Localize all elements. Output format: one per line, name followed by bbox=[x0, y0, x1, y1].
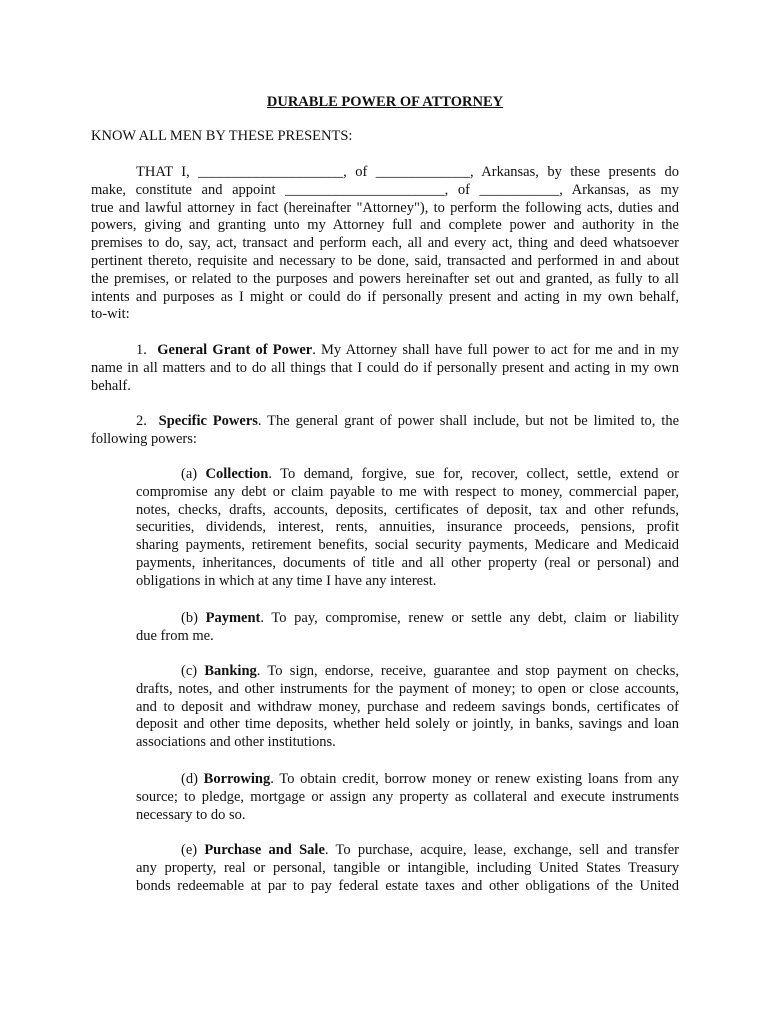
subsection-a-line: securities, dividends, interest, rents, annuities, insurance proceeds, pensions, profit bbox=[136, 519, 679, 536]
subsection-a-line: payments, inheritances, documents of title and all other property (real or personal) and bbox=[136, 554, 679, 571]
section-1-paragraph bbox=[91, 342, 679, 395]
subsection-b-first-line bbox=[136, 610, 679, 628]
document-title: DURABLE POWER OF ATTORNEY bbox=[266, 94, 504, 110]
section-2-number: 2. bbox=[136, 413, 147, 429]
subsection-c-line: deposit and other time deposits, whether held solely or jointly, in banks, savings and loan bbox=[136, 716, 679, 733]
subsection-d-first-line bbox=[136, 771, 679, 789]
section-1-text: . My Attorney shall have full power to act for me and in my bbox=[312, 342, 679, 358]
subsection-d-line: necessary to do so. bbox=[136, 806, 246, 823]
subsection-b-letter: (b) bbox=[181, 610, 198, 626]
section-1-number: 1. bbox=[136, 342, 147, 358]
preamble-line: to-wit: bbox=[91, 306, 130, 323]
preamble-line: pertinent thereto, requisite and necessary to be done, said, transacted and performed in and about bbox=[91, 252, 679, 269]
subsection-a-first-line bbox=[136, 466, 679, 484]
subsection-c-heading: Banking bbox=[204, 663, 257, 679]
subsection-e-paragraph bbox=[136, 842, 679, 895]
section-1-line: behalf. bbox=[91, 377, 131, 394]
subsection-d-heading: Borrowing bbox=[203, 771, 271, 787]
subsection-c-letter: (c) bbox=[181, 663, 198, 679]
subsection-b-text: . To pay, compromise, renew or settle any debt, claim or liability bbox=[260, 610, 680, 626]
subsection-e-heading: Purchase and Sale bbox=[204, 842, 325, 858]
subsection-d-text: . To obtain credit, borrow money or renew existing loans from any bbox=[270, 771, 680, 787]
subsection-d-line: source; to pledge, mortgage or assign any property as collateral and execute instruments bbox=[136, 788, 679, 805]
subsection-e-letter: (e) bbox=[181, 842, 198, 858]
subsection-a-paragraph bbox=[136, 466, 679, 591]
section-2-first-line bbox=[91, 413, 679, 431]
subsection-a-line: compromise any debt or claim payable to me with respect to money, commercial paper, bbox=[136, 483, 679, 500]
subsection-a-line: notes, checks, drafts, accounts, deposits, certificates of deposit, tax and other refunds, bbox=[136, 501, 679, 518]
subsection-a-heading: Collection bbox=[205, 466, 269, 482]
preamble-line: THAT I, ____________________, of _____________, Arkansas, by these presents do bbox=[136, 164, 679, 180]
section-2-paragraph bbox=[91, 413, 679, 449]
subsection-d-letter: (d) bbox=[181, 771, 198, 787]
subsection-e-line: any property, real or personal, tangible or intangible, including United States Treasury bbox=[136, 859, 679, 876]
preamble-line: powers, giving and granting unto my Attorney full and complete power and authority in the bbox=[91, 217, 679, 234]
subsection-a-line: sharing payments, retirement benefits, social security payments, Medicare and Medicaid bbox=[136, 537, 679, 554]
preamble-line: premises to do, say, act, transact and perform each, all and every act, thing and deed whatsoever bbox=[91, 235, 679, 252]
intro-line: KNOW ALL MEN BY THESE PRESENTS: bbox=[91, 128, 353, 144]
subsection-d-paragraph bbox=[136, 771, 679, 824]
section-2-text: . The general grant of power shall include, but not be limited to, the bbox=[257, 413, 680, 429]
subsection-c-first-line bbox=[136, 663, 679, 681]
subsection-e-line: bonds redeemable at par to pay federal estate taxes and other obligations of the United bbox=[136, 877, 679, 894]
preamble-line: the premises, or related to the purposes and powers hereinafter set out and granted, as fully to all bbox=[91, 270, 679, 287]
section-2-line: following powers: bbox=[91, 430, 197, 447]
preamble-line: intents and purposes as I might or could do if personally present and acting in my own behalf, bbox=[91, 288, 679, 305]
preamble-line: make, constitute and appoint ______________________, of ___________, Arkansas, as my bbox=[91, 181, 679, 198]
subsection-c-line: associations and other institutions. bbox=[136, 734, 336, 751]
subsection-c-text: . To sign, endorse, receive, guarantee and stop payment on checks, bbox=[256, 663, 679, 679]
subsection-e-text: . To purchase, acquire, lease, exchange, sell and transfer bbox=[324, 842, 679, 858]
section-1-heading: General Grant of Power bbox=[157, 342, 313, 358]
preamble-paragraph bbox=[91, 164, 679, 324]
subsection-c-line: drafts, notes, and other instruments for the payment of money; to open or close accounts, bbox=[136, 680, 679, 697]
subsection-a-text: . To demand, forgive, sue for, recover, collect, settle, extend or bbox=[268, 466, 680, 482]
subsection-c-paragraph bbox=[136, 663, 679, 752]
subsection-b-heading: Payment bbox=[205, 610, 261, 626]
subsection-a-letter: (a) bbox=[181, 466, 198, 482]
preamble-line: true and lawful attorney in fact (hereinafter "Attorney"), to perform the following acts, duties and bbox=[91, 199, 679, 216]
subsection-c-line: and to deposit and withdraw money, purchase and redeem savings bonds, certificates of bbox=[136, 698, 679, 715]
subsection-a-line: obligations in which at any time I have any interest. bbox=[136, 572, 437, 589]
section-1-line: name in all matters and to do all things that I could do if personally present and acting in my own bbox=[91, 359, 679, 376]
section-1-first-line bbox=[91, 342, 679, 360]
subsection-b-paragraph bbox=[136, 610, 679, 646]
subsection-e-first-line bbox=[136, 842, 679, 860]
section-2-heading: Specific Powers bbox=[158, 413, 258, 429]
subsection-b-line: due from me. bbox=[136, 627, 214, 644]
